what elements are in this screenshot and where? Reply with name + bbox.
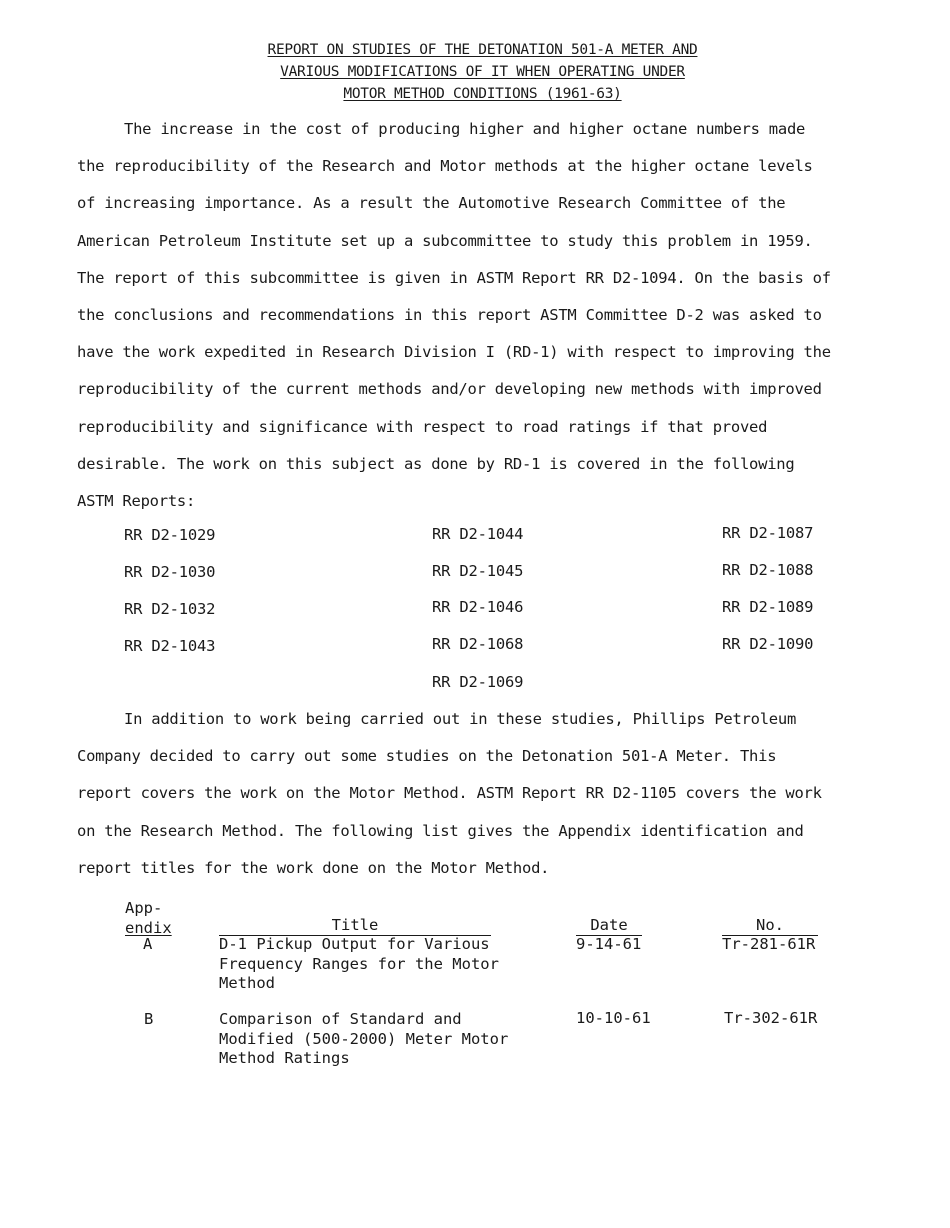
header-title: Title [219,916,491,936]
report-title [0,39,950,105]
paragraph-line: have the work expedited in Research Division I (RD-1) with respect to improving the [77,343,831,362]
paragraph-line: reproducibility of the current methods and/or developing new methods with improved [77,380,822,399]
paragraph-line: reproducibility and significance with respect to road ratings if that proved [77,417,768,436]
paragraph-line: the conclusions and recommendations in this report ASTM Committee D-2 was asked to [77,306,822,325]
report-number: RR D2-1089 [722,598,814,616]
report-number: RR D2-1069 [432,673,524,691]
title-line-2: VARIOUS MODIFICATIONS OF IT WHEN OPERATING UNDER [280,64,685,80]
report-number: RR D2-1044 [432,525,524,543]
paragraph-line: the reproducibility of the Research and Motor methods at the higher octane levels [77,157,813,176]
intro-paragraph [77,111,877,520]
report-number: RR D2-1088 [722,561,814,579]
paragraph-line: Company decided to carry out some studies on the Detonation 501-A Meter. This [77,747,777,766]
report-number: RR D2-1045 [432,562,524,580]
report-number: RR D2-1030 [124,563,216,581]
appendix-table [0,898,950,1088]
paragraph-line: ASTM Reports: [77,492,196,511]
title-line-1: REPORT ON STUDIES OF THE DETONATION 501-A METER AND [267,42,698,58]
paragraph-line: The report of this subcommittee is given in ASTM Report RR D2-1094. On the basis of [77,268,831,287]
header-appendix-line2: endix [125,919,172,937]
row-number: Tr-281-61R [722,935,816,953]
report-number: RR D2-1090 [722,635,814,653]
row-date: 9-14-61 [576,935,642,953]
report-number: RR D2-1032 [124,600,216,618]
report-number: RR D2-1046 [432,598,524,616]
row-title: D-1 Pickup Output for Various Frequency Ranges for the Motor Method [219,935,499,992]
paragraph-line: of increasing importance. As a result the Automotive Research Committee of the [77,194,786,213]
report-number: RR D2-1043 [124,637,216,655]
row-appendix-letter: B [144,1010,154,1028]
header-number: No. [722,916,818,936]
report-number: RR D2-1068 [432,635,524,653]
paragraph-line: on the Research Method. The following list gives the Appendix identification and [77,821,804,840]
header-appendix [125,898,172,938]
row-appendix-letter: A [143,935,153,953]
paragraph-line: report covers the work on the Motor Method. ASTM Report RR D2-1105 covers the work [77,784,822,803]
paragraph-line: desirable. The work on this subject as done by RD-1 is covered in the following [77,454,795,473]
paragraph-line: report titles for the work done on the Motor Method. [77,858,550,877]
motor-method-paragraph [77,701,877,887]
header-date: Date [576,916,642,936]
report-number: RR D2-1029 [124,526,216,544]
row-number: Tr-302-61R [724,1009,818,1027]
paragraph-line: The increase in the cost of producing higher and higher octane numbers made [124,120,806,138]
title-line-3: MOTOR METHOD CONDITIONS (1961-63) [343,86,622,102]
row-date: 10-10-61 [576,1009,651,1027]
report-number: RR D2-1087 [722,524,814,542]
paragraph-line: In addition to work being carried out in these studies, Phillips Petroleum [124,710,797,728]
row-title: Comparison of Standard and Modified (500-2000) Meter Motor Method Ratings [219,1010,509,1067]
header-appendix-line1: App- [125,899,163,917]
paragraph-line: American Petroleum Institute set up a subcommittee to study this problem in 1959. [77,231,813,250]
astm-report-list [0,516,950,706]
